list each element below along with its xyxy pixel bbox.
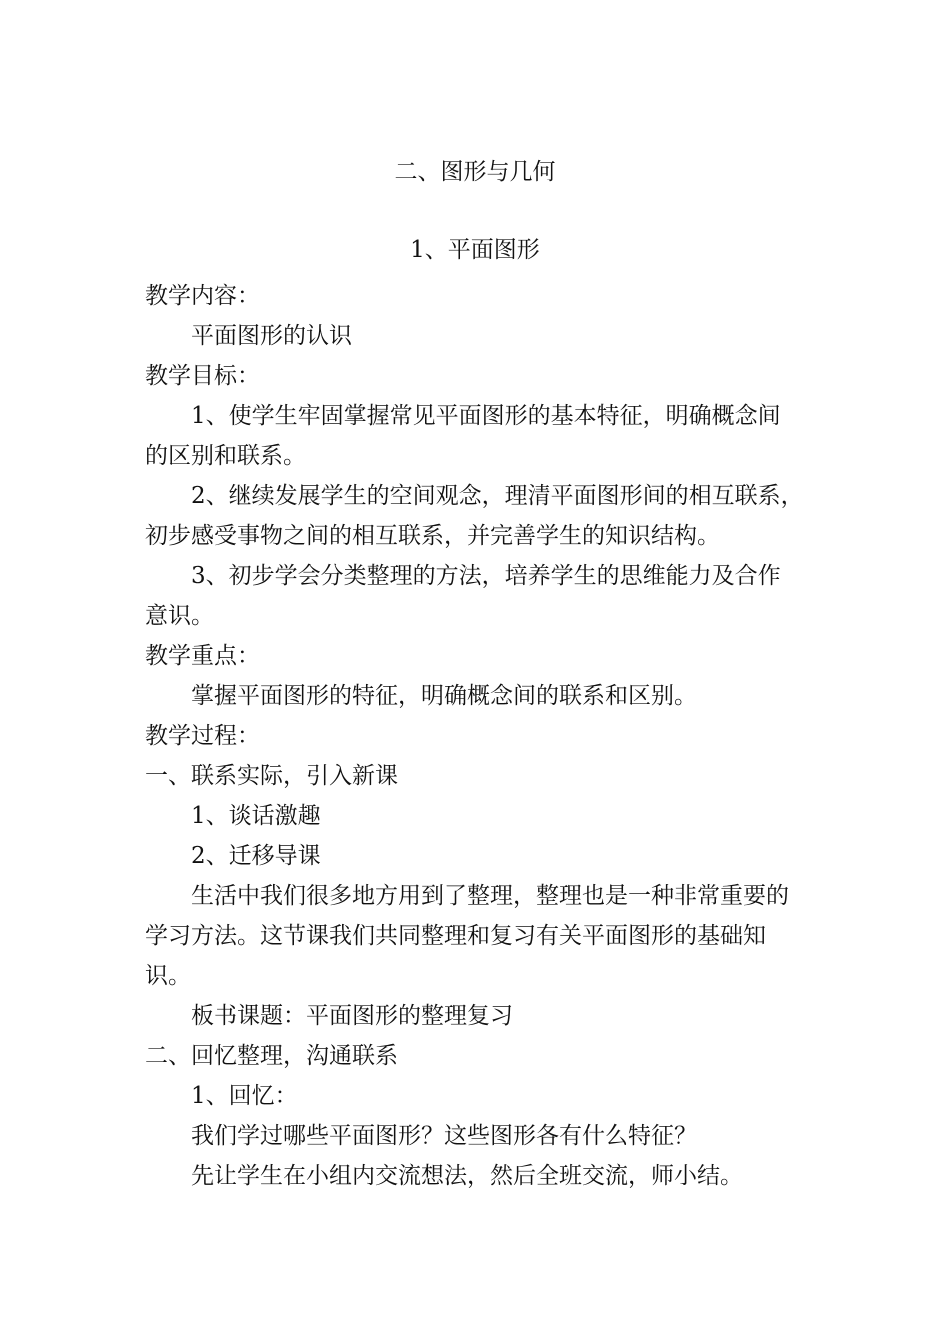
paragraph-line: 我们学过哪些平面图形？这些图形各有什么特征？ (191, 1123, 697, 1149)
list-item: 1、谈话激趣 (191, 803, 321, 829)
paragraph-line: 先让学生在小组内交流想法，然后全班交流，师小结。 (191, 1163, 743, 1189)
paragraph-line: 初步感受事物之间的相互联系，并完善学生的知识结构。 (145, 523, 720, 549)
paragraph-line: 1、使学生牢固掌握常见平面图形的基本特征，明确概念间 (191, 403, 781, 429)
list-item: 2、迁移导课 (191, 843, 321, 869)
paragraph-line: 掌握平面图形的特征，明确概念间的联系和区别。 (191, 683, 697, 709)
list-item: 1、回忆： (191, 1083, 298, 1109)
paragraph-line: 识。 (145, 963, 191, 989)
section-heading-process: 教学过程： (145, 723, 260, 749)
section-heading-goals: 教学目标： (145, 363, 260, 389)
paragraph-line: 3、初步学会分类整理的方法，培养学生的思维能力及合作 (191, 563, 781, 589)
subsection-heading: 一、联系实际，引入新课 (145, 763, 398, 789)
paragraph-line: 2、继续发展学生的空间观念，理清平面图形间的相互联系， (191, 483, 804, 509)
document-body (145, 276, 810, 1196)
chapter-title: 二、图形与几何 (394, 159, 556, 185)
paragraph-line: 平面图形的认识 (191, 323, 352, 349)
paragraph-line: 意识。 (145, 603, 214, 629)
subsection-heading: 二、回忆整理，沟通联系 (145, 1043, 398, 1069)
lesson-title: 1、平面图形 (410, 237, 540, 263)
section-heading-content: 教学内容： (145, 283, 260, 309)
paragraph-line: 板书课题：平面图形的整理复习 (191, 1003, 513, 1029)
section-heading-key-points: 教学重点： (145, 643, 260, 669)
paragraph-line: 生活中我们很多地方用到了整理，整理也是一种非常重要的 (191, 883, 789, 909)
paragraph-line: 的区别和联系。 (145, 443, 306, 469)
paragraph-line: 学习方法。这节课我们共同整理和复习有关平面图形的基础知 (145, 923, 766, 949)
